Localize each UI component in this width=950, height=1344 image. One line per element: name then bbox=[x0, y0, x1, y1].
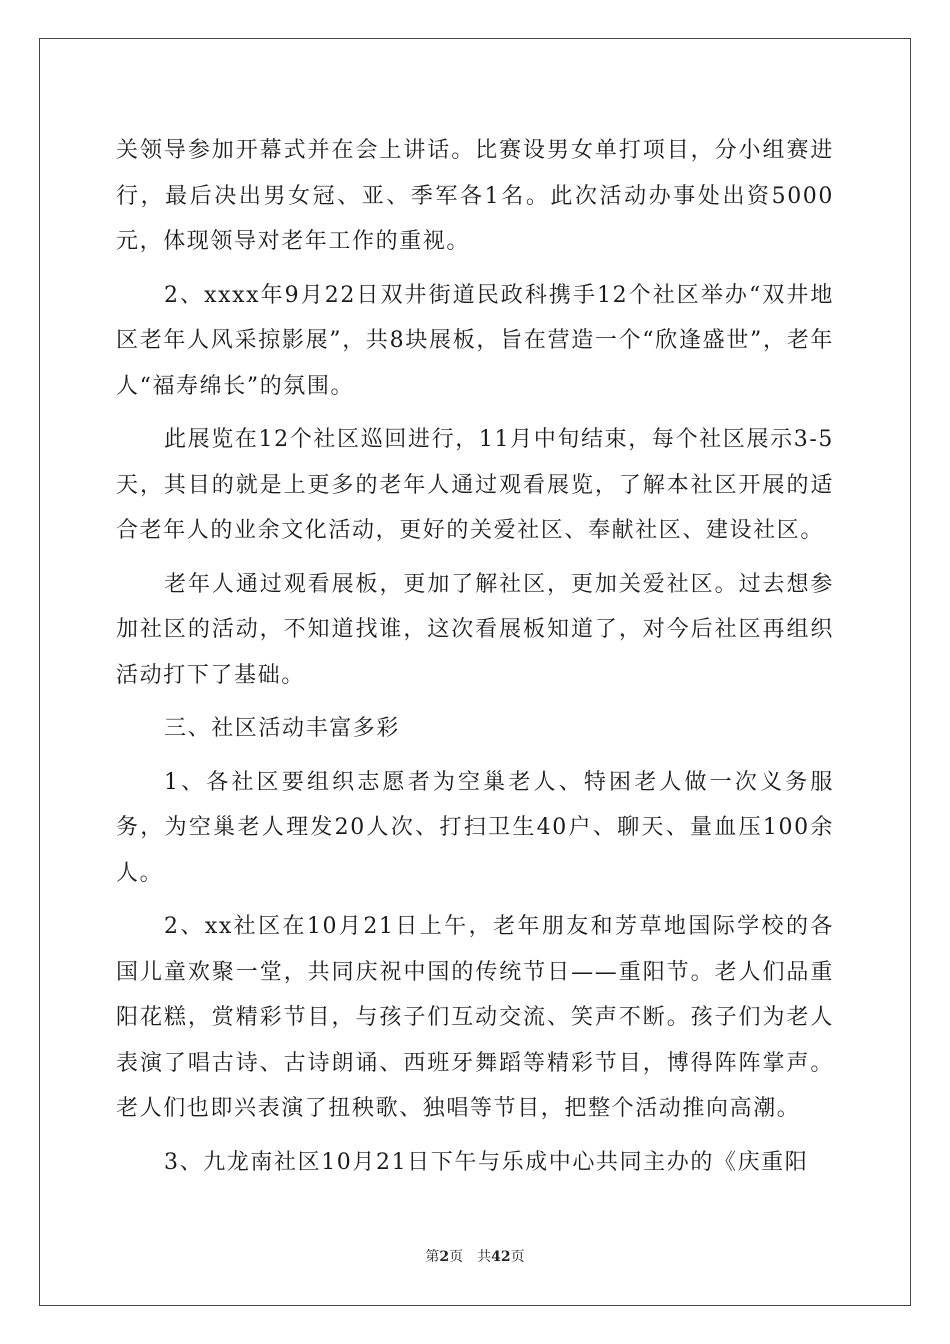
total-prefix: 共 bbox=[477, 1249, 492, 1265]
document-body bbox=[116, 128, 834, 1185]
paragraph-7: 2、xx社区在10月21日上午，老年朋友和芳草地国际学校的各国儿童欢聚一堂，共同庆祝中国的传统节日——重阳节。老人们品重阳花糕，赏精彩节目，与孩子们互动交流、笑声不断。孩子们为老人表演了唱古诗、古诗朗诵、西班牙舞蹈等精彩节目，博得阵阵掌声。老人们也即兴表演了扭秧歌、独唱等节目，把整个活动推向高潮。 bbox=[116, 914, 834, 1121]
paragraph-4: 老年人通过观看展板，更加了解社区，更加关爱社区。过去想参加社区的活动，不知道找谁，这次看展板知道了，对今后社区再组织活动打下了基础。 bbox=[116, 571, 834, 688]
paragraph-3: 此展览在12个社区巡回进行，11月中旬结束，每个社区展示3-5天，其目的就是上更多的老年人通过观看展览，了解本社区开展的适合老年人的业余文化活动，更好的关爱社区、奉献社区、建设社区。 bbox=[116, 427, 834, 543]
page-suffix: 页 bbox=[449, 1249, 464, 1265]
paragraph-6: 1、各社区要组织志愿者为空巢老人、特困老人做一次义务服务，为空巢老人理发20人次、打扫卫生40户、聊天、量血压100余人。 bbox=[116, 769, 834, 886]
page-number: 2 bbox=[439, 1249, 450, 1265]
page-prefix: 第 bbox=[425, 1249, 440, 1265]
page-footer bbox=[0, 1248, 950, 1266]
section-heading: 三、社区活动丰富多彩 bbox=[164, 716, 401, 741]
paragraph-8: 3、九龙南社区10月21日下午与乐成中心共同主办的《庆重阳 bbox=[164, 1149, 809, 1175]
paragraph-2: 2、xxxx年9月22日双井街道民政科携手12个社区举办“双井地区老年人风采掠影展”，共8块展板，旨在营造一个“欣逢盛世”，老年人“福寿绵长”的氛围。 bbox=[116, 282, 834, 399]
paragraph-1: 关领导参加开幕式并在会上讲话。比赛设男女单打项目，分小组赛进行，最后决出男女冠、亚、季军各1名。此次活动办事处出资5000元，体现领导对老年工作的重视。 bbox=[116, 138, 834, 254]
total-suffix: 页 bbox=[510, 1249, 525, 1265]
total-pages: 42 bbox=[491, 1249, 511, 1265]
